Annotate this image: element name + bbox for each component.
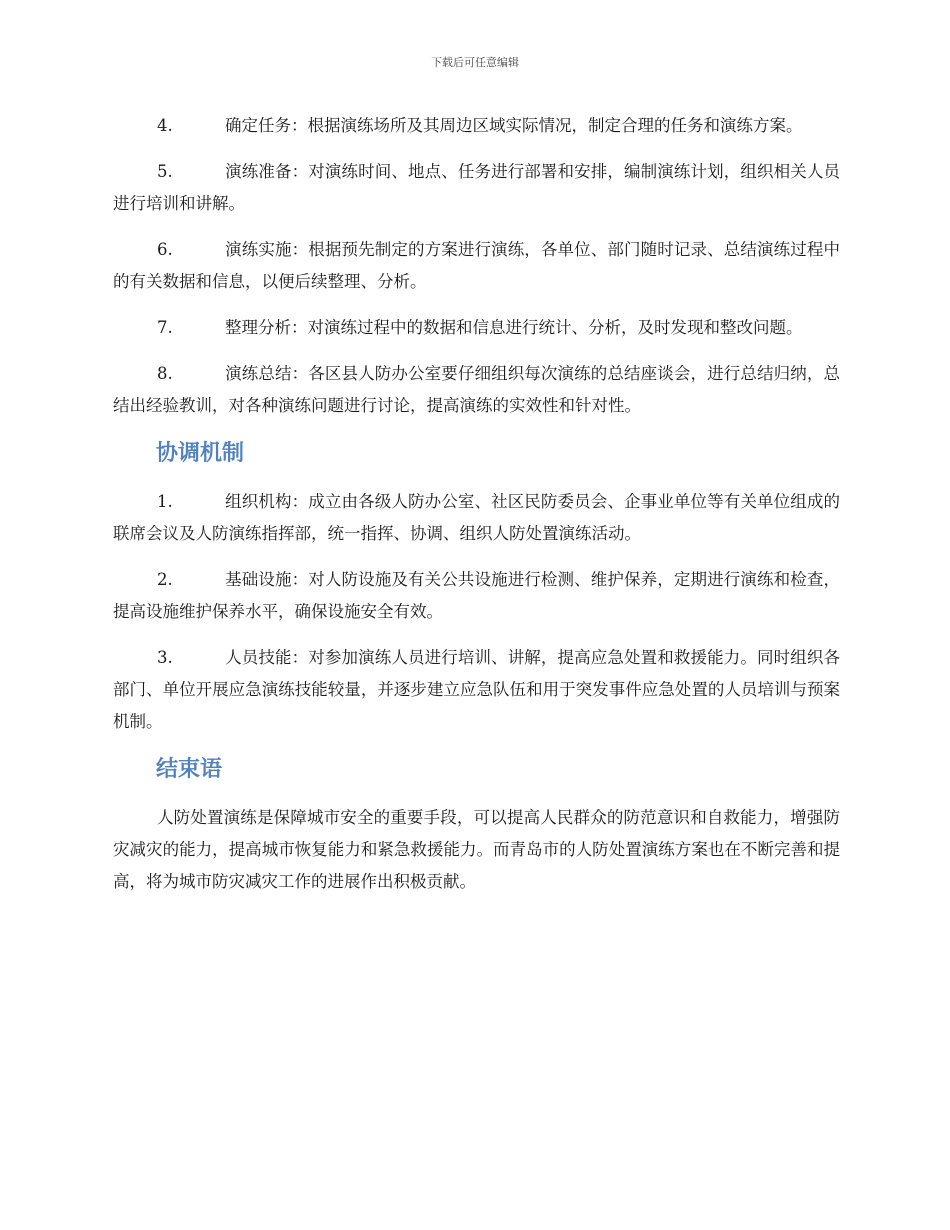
- section-heading-coordination: 协调机制: [156, 441, 245, 466]
- list-item: [113, 156, 840, 220]
- document-body: [113, 110, 840, 898]
- list-item-text: 基础设施：对人防设施及有关公共设施进行检测、维护保养，定期进行演练和检查，提高设施维护保养水平，确保设施安全有效。: [113, 570, 840, 621]
- list-item: [113, 564, 840, 628]
- list-item-text: 演练准备：对演练时间、地点、任务进行部署和安排，编制演练计划，组织相关人员进行培训和讲解。: [113, 162, 840, 213]
- list-item-number: 5.: [157, 162, 173, 181]
- list-item-number: 6.: [157, 240, 173, 259]
- list-item: [113, 312, 840, 344]
- list-item-text: 组织机构：成立由各级人防办公室、社区民防委员会、企事业单位等有关单位组成的联席会议及人防演练指挥部，统一指挥、协调、组织人防处置演练活动。: [113, 492, 840, 543]
- list-item: [113, 110, 840, 142]
- list-item-text: 演练总结：各区县人防办公室要仔细组织每次演练的总结座谈会，进行总结归纳，总结出经验教训，对各种演练问题进行讨论，提高演练的实效性和针对性。: [113, 364, 840, 415]
- list-item: [113, 486, 840, 550]
- list-item-number: 8.: [157, 364, 173, 383]
- list-item: [113, 234, 840, 298]
- list-item-number: 1.: [157, 492, 173, 511]
- section-heading-conclusion: 结束语: [156, 757, 223, 782]
- list-item-number: 3.: [157, 648, 173, 667]
- list-item-number: 4.: [157, 116, 173, 135]
- page-header: 下载后可任意编辑: [431, 56, 519, 69]
- list-item: [113, 358, 840, 422]
- list-item-text: 人员技能：对参加演练人员进行培训、讲解，提高应急处置和救援能力。同时组织各部门、单位开展应急演练技能较量，并逐步建立应急队伍和用于突发事件应急处置的人员培训与预案机制。: [113, 648, 840, 731]
- list-item-number: 2.: [157, 570, 173, 589]
- list-item: [113, 642, 840, 738]
- conclusion-paragraph: 人防处置演练是保障城市安全的重要手段，可以提高人民群众的防范意识和自救能力，增强防灾减灾的能力，提高城市恢复能力和紧急救援能力。而青岛市的人防处置演练方案也在不断完善和提高，将为城市防灾减灾工作的进展作出积极贡献。: [113, 808, 840, 891]
- list-item-text: 演练实施：根据预先制定的方案进行演练，各单位、部门随时记录、总结演练过程中的有关数据和信息，以便后续整理、分析。: [113, 240, 840, 291]
- list-item-text: 整理分析：对演练过程中的数据和信息进行统计、分析，及时发现和整改问题。: [225, 318, 803, 337]
- list-item-number: 7.: [157, 318, 173, 337]
- list-item-text: 确定任务：根据演练场所及其周边区域实际情况，制定合理的任务和演练方案。: [225, 116, 803, 135]
